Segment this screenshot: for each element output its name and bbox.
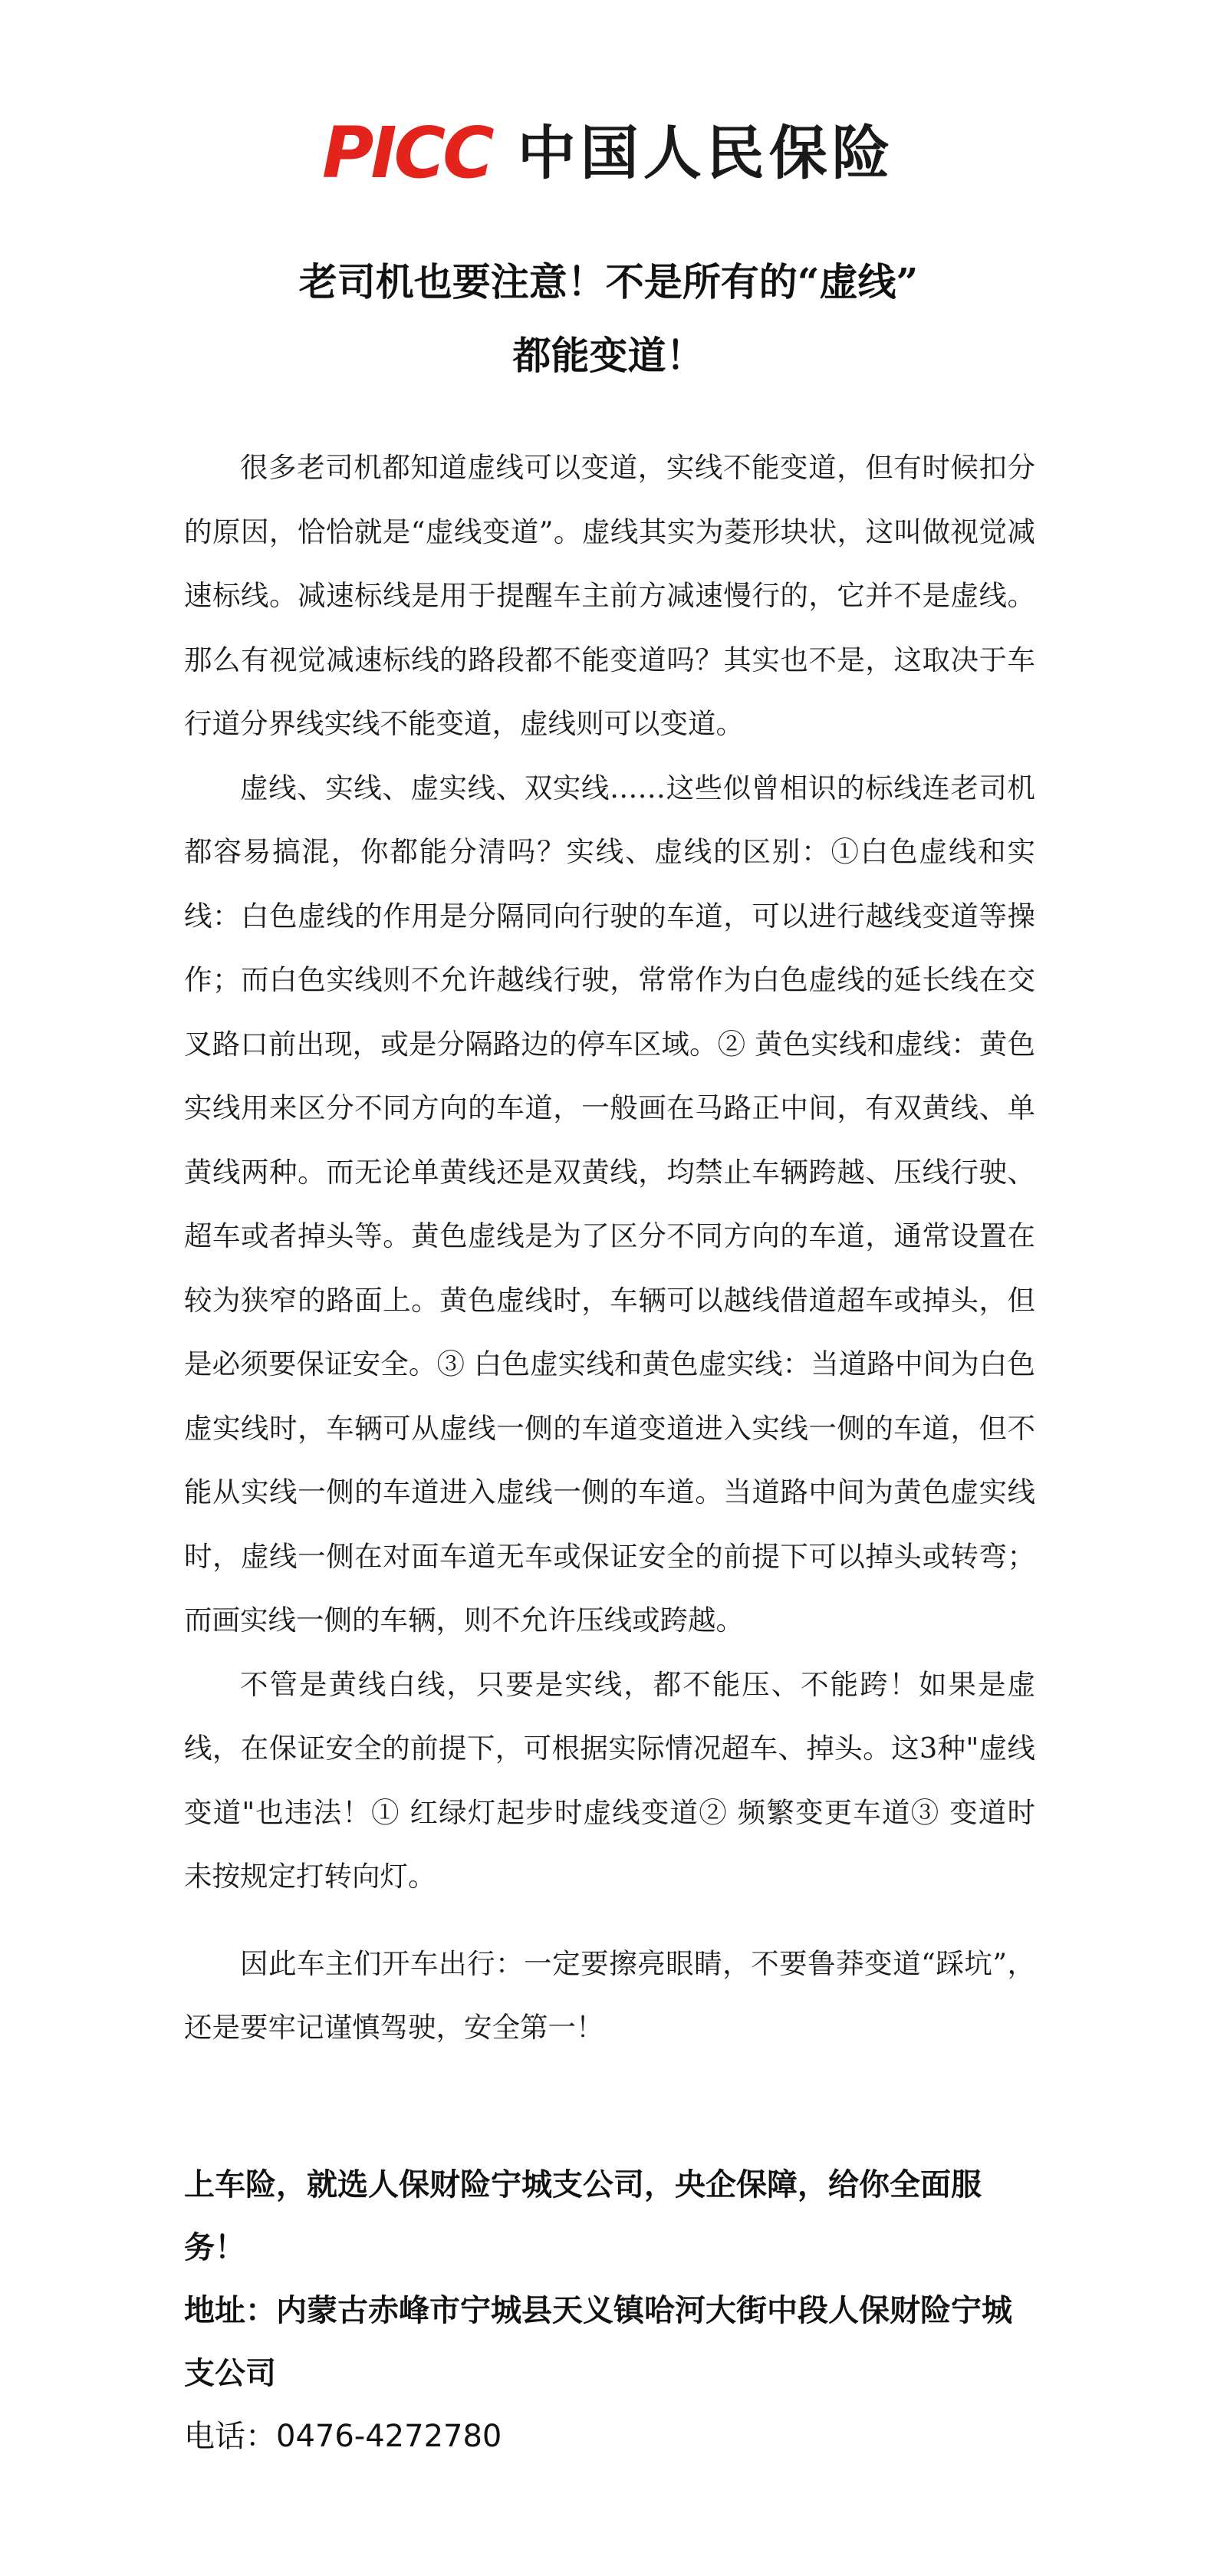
title-line-1: 老司机也要注意！不是所有的“虚线” [298, 259, 919, 304]
title-line-2: 都能变道！ [512, 333, 705, 378]
logo-company-name: 中国人民保险 [517, 119, 895, 187]
picc-logo [322, 112, 905, 194]
article-body [184, 436, 1035, 2060]
article-title [138, 245, 1079, 393]
paragraph-4: 因此车主们开车出行：一定要擦亮眼睛，不要鲁莽变道“踩坑”，还是要牢记谨慎驾驶，安全第一！ [184, 1946, 1035, 2044]
footer-phone: 电话：0476-4272780 [184, 2419, 502, 2454]
paragraph-1: 很多老司机都知道虚线可以变道，实线不能变道，但有时候扣分的原因，恰恰就是“虚线变道”。虚线其实为菱形块状，这叫做视觉减速标线。减速标线是用于提醒车主前方减速慢行的，它并不是虚线。那么有视觉减速标线的路段都不能变道吗？其实也不是，这取决于车行道分界线实线不能变道，虚线则可以变道。 [184, 451, 1035, 740]
logo-brand-mark: PICC [322, 112, 492, 194]
paragraph-2: 虚线、实线、虚实线、双实线……这些似曾相识的标线连老司机都容易搞混，你都能分清吗？实线、虚线的区别：①白色虚线和实线：白色虚线的作用是分隔同向行驶的车道，可以进行越线变道等操作；而白色实线则不允许越线行驶，常常作为白色虚线的延长线在交叉路口前出现，或是分隔路边的停车区域。② 黄色实线和虚线：黄色实线用来区分不同方向的车道，一般画在马路正中间，有双黄线、单黄线两种。而无论单黄线还是双黄线，均禁止车辆跨越、压线行驶、超车或者掉头等。黄色虚线是为了区分不同方向的车道，通常设置在较为狭窄的路面上。黄色虚线时，车辆可以越线借道超车或掉头，但是必须要保证安全。③ 白色虚实线和黄色虚实线：当道路中间为白色虚实线时，车辆可从虚线一侧的车道变道进入实线一侧的车道，但不能从实线一侧的车道进入虚线一侧的车道。当道路中间为黄色虚实线时，虚线一侧在对面车道无车或保证安全的前提下可以掉头或转弯；而画实线一侧的车辆，则不允许压线或跨越。 [184, 771, 1035, 1637]
footer-slogan: 上车险，就选人保财险宁城支公司，央企保障，给你全面服务！ [184, 2167, 982, 2265]
paragraph-3: 不管是黄线白线，只要是实线，都不能压、不能跨！如果是虚线，在保证安全的前提下，可根据实际情况超车、掉头。这3种"虚线变道"也违法！① 红绿灯起步时虚线变道② 频繁变更车道③ 变道时未按规定打转向灯。 [184, 1667, 1035, 1893]
footer-address: 地址：内蒙古赤峰市宁城县天义镇哈河大街中段人保财险宁城支公司 [184, 2293, 1012, 2391]
contact-footer [184, 2153, 1035, 2468]
